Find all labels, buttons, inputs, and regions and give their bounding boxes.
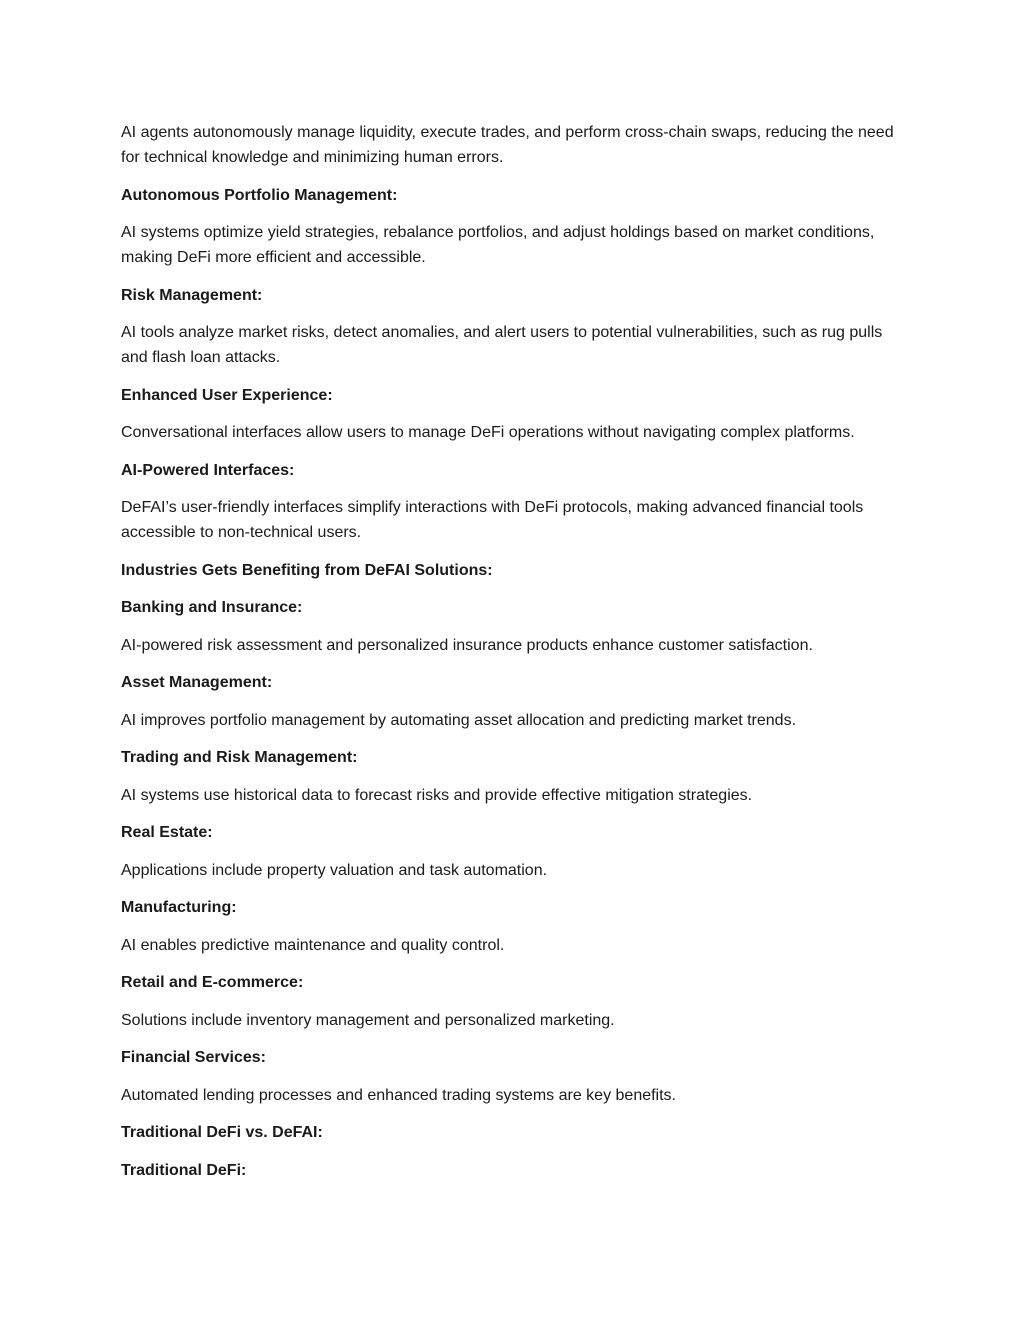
- section-paragraph: DeFAI’s user-friendly interfaces simplify interactions with DeFi protocols, making advanced financial tools accessible to non-technical users.: [121, 499, 864, 541]
- section-paragraph: Conversational interfaces allow users to manage DeFi operations without navigating complex platforms.: [121, 424, 855, 441]
- intro-paragraph: AI agents autonomously manage liquidity, execute trades, and perform cross-chain swaps, reducing the need for technical knowledge and minimizing human errors.: [121, 124, 894, 166]
- section-heading: Enhanced User Experience:: [121, 386, 333, 404]
- section-paragraph: AI tools analyze market risks, detect anomalies, and alert users to potential vulnerabilities, such as rug pulls and flash loan attacks.: [121, 324, 883, 366]
- section-heading: Traditional DeFi:: [121, 1161, 247, 1179]
- section-heading: Real Estate:: [121, 824, 213, 841]
- section-heading: Retail and E-commerce:: [121, 974, 304, 991]
- section-paragraph: AI systems use historical data to forecast risks and provide effective mitigation strategies.: [121, 786, 753, 804]
- section-heading: Financial Services:: [121, 1049, 266, 1066]
- section-heading: Manufacturing:: [121, 899, 237, 916]
- section-paragraph: AI-powered risk assessment and personalized insurance products enhance customer satisfaction.: [121, 636, 813, 654]
- document-page: [121, 120, 911, 1195]
- section-paragraph: AI systems optimize yield strategies, rebalance portfolios, and adjust holdings based on market conditions, making DeFi more efficient and accessible.: [121, 224, 875, 266]
- section-paragraph: AI enables predictive maintenance and quality control.: [121, 936, 505, 954]
- section-heading: Industries Gets Benefiting from DeFAI Solutions:: [121, 561, 493, 579]
- section-paragraph: AI improves portfolio management by automating asset allocation and predicting market trends.: [121, 711, 797, 729]
- section-paragraph: Solutions include inventory management and personalized marketing.: [121, 1011, 615, 1029]
- section-heading: AI-Powered Interfaces:: [121, 461, 295, 479]
- section-paragraph: Automated lending processes and enhanced trading systems are key benefits.: [121, 1086, 676, 1104]
- section-paragraph: Applications include property valuation and task automation.: [121, 861, 548, 879]
- section-heading: Autonomous Portfolio Management:: [121, 186, 398, 204]
- section-heading: Risk Management:: [121, 286, 263, 304]
- section-heading: Asset Management:: [121, 674, 273, 691]
- section-heading: Banking and Insurance:: [121, 599, 303, 616]
- section-heading: Trading and Risk Management:: [121, 749, 358, 766]
- section-heading: Traditional DeFi vs. DeFAI:: [121, 1124, 323, 1141]
